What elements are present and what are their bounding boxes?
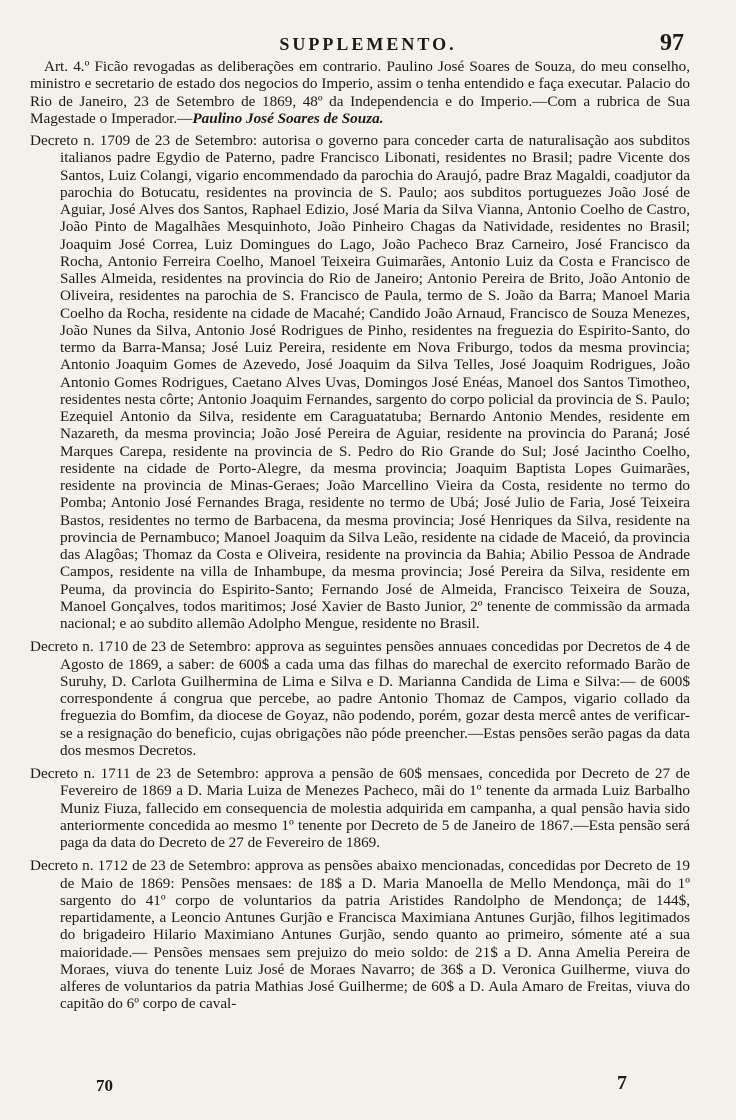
article-paragraph [30, 58, 690, 127]
decree-1710 [30, 638, 690, 759]
decree-label: Decreto n. 1709 [30, 132, 131, 149]
article-order: Paulino José Soares de Souza, do meu conselho, ministro e secretario de estado dos negocios do Imperio, assim o tenha entendido e faça executar. [30, 58, 691, 93]
decree-label: Decreto n. 1712 [30, 857, 128, 875]
article-signature: Paulino José Soares de Souza. [192, 109, 384, 127]
decree-text: de 23 de Setembro: approva a pensão de 60$ mensaes, concedida por Decreto de 27 de Fevereiro de 1869 a D. Maria Luiza de Menezes Pacheco, mãi do 1º tenente da armada Luiz Barbalho Muniz Fiuza, fallecido em consequencia de molestia adquirida em campanha, a qual pensão havia sido anteriormente concedida ao mesmo 1º tenente por Decreto de 5 de Janeiro de 1867.—Esta pensão será paga da data do Decreto de 27 de Fevereiro de 1869. [60, 765, 691, 851]
article-text: Art. 4.º Ficão revogadas as deliberações em contrario. [44, 58, 382, 75]
page-header [0, 30, 736, 58]
article-palace: Palacio do Rio de Janeiro, 23 de Setembro de 1869, 48º da Independencia e do Imperio.—Com a rubrica de Sua Magestade o Imperador.— [30, 75, 691, 127]
decree-1709 [30, 132, 690, 632]
decree-label: Decreto n. 1711 [30, 765, 131, 782]
footer-folio-left: 70 [96, 1076, 113, 1095]
decree-1711 [30, 765, 690, 851]
decree-1712 [30, 857, 690, 1012]
running-title: SUPPLEMENTO. [279, 34, 457, 54]
document-body [30, 58, 690, 1013]
decree-text: de 23 de Setembro: approva as seguintes pensões annuaes concedidas por Decretos de 4 de Agosto de 1869, a saber: de 600$ a cada uma das filhas do marechal de exercito reformado Barão de Suruhy, D. Carlota Guilhermina de Lima e Silva e D. Marianna Candida de Lima e Silva:— de 600$ correspondente á congrua que percebe, ao padre Antonio Thomaz de Campos, vigario collado da freguezia do Bomfim, da diocese de Goyaz, não podendo, porém, gozar desta mercê antes de verificar-se a resignação do beneficio, cujas obrigações não póde preencher.—Estas pensões serão pagas da data dos mesmos Decretos. [60, 638, 691, 759]
decree-label: Decreto n. 1710 [30, 638, 129, 656]
decree-text: de 23 de Setembro: approva as pensões abaixo mencionadas, concedidas por Decreto de 19 de Maio de 1869: Pensões mensaes: de 18$ a D. Maria Manoella de Mello Mendonça, mãi do 1º sargento do 41º corpo de voluntarios da patria Aristides Randolpho de Mendonça; de 144$, repartidamente, a Leoncio Antunes Gurjão e Francisca Maximiana Antunes Gurjão, filhos legitimados do brigadeiro Hilario Maximiano Antunes Gurjão, sendo quanto ao primeiro, sómente até a sua maioridade.— Pensões mensaes sem prejuizo do meio soldo: de 21$ a D. Anna Amelia Pereira de Moraes, viuva do tenente Luiz José de Moraes Navarro; de 36$ a D. Veronica Guilherme, viuva do alferes de voluntarios da patria Mathias José Guilherme; de 60$ a D. Aula Amaro de Freitas, viuva do capitão do 6º corpo de caval- [60, 857, 691, 1013]
decree-text: de 23 de Setembro: autorisa o governo para conceder carta de naturalisação aos subditos italianos padre Egydio de Paterno, padre Francisco Libonati, residentes no Brasil; padre Vicente dos Santos, Luiz Colangi, vigario encommendado da parochia do Araujó, padre Braz Magaldi, coadjutor da parochia do Botucatu, residentes na provincia de S. Paulo; aos subditos portuguezes João José de Aguiar, José Alves dos Santos, Raphael Edizio, José Maria da Silva Vianna, Antonio Coelho de Castro, João Pinto de Magalhães Mesquinhoto, João Pinheiro Chagas da Natividade, residentes no Brasil; Joaquim José Correa, Luiz Domingues do Lago, João Pacheco Braz Carneiro, José Francisco da Rocha, Antonio Ferreira Coelho, Manoel Teixeira Guimarães, Antonio Luiz da Costa e Francisco de Salles Almeida, residentes na provincia do Rio de Janeiro; Antonio Pereira de Brito, João Antonio de Oliveira, residentes na parochia de S. Francisco de Paula, termo de S. João da Barra; Manoel Maria Coelho da Rocha, residente na cidade de Macahé; Candido João Arnaud, Francisco de Souza Menezes, João Nunes da Silva, Antonio José Rodrigues de Pinho, residentes na freguezia do Espirito-Santo, do termo da Barra-Mansa; José Luiz Pereira, residente em Nova Friburgo, todos da mesma provincia; Antonio Joaquim Gomes de Azevedo, José Joaquim da Silva Telles, José Joaquim Rodrigues, João Antonio Gomes Rodrigues, Caetano Alves Uvas, Domingos José Enéas, Manoel dos Santos Timotheo, residentes nesta côrte; Antonio Joaquim Fernandes, sargento do corpo policial da provincia de S. Paulo; Ezequiel Antonio da Silva, residente em Caraguatatuba; Bernardo Antonio Mendes, residente em Nazareth, da mesma provincia; João José Pereira de Aguiar, residente na provincia do Paraná; José Marques Carepa, residente na provincia de S. Pedro do Rio Grande do Sul; José Jacintho Coelho, residente na cidade de Porto-Alegre, da mesma provincia; Joaquim Baptista Lopes Guimarães, residente na provincia de Minas-Geraes; João Marcellino Vieira da Costa, residente no termo do Pomba; Antonio José Fernandes Braga, residente no termo de Ubá; José Julio de Faria, José Teixeira Bastos, residentes no termo de Barbacena, da mesma provincia; José Henriques da Silva, residente na provincia de Pernambuco; Manoel Joaquim da Silva Leão, residente na cidade de Maceió, da provincia das Alagôas; Thomaz da Costa e Oliveira, residente na provincia da Bahia; Abilio Pessoa de Andrade Campos, residente na villa de Inhambupe, da mesma provincia; José Pereira da Silva, residente em Peuma, da provincia do Espirito-Santo; Fernando José de Almeida, Francisco Teixeira de Souza, Manoel Gonçalves, todos maritimos; José Xavier de Basto Junior, 2º tenente de commissão da armada nacional; e ao subdito allemão Adolpho Mengue, residente no Brasil. [60, 132, 691, 632]
footer-folio-right: 7 [617, 1072, 627, 1094]
page-number: 97 [660, 30, 684, 56]
page-footer [0, 1072, 736, 1102]
